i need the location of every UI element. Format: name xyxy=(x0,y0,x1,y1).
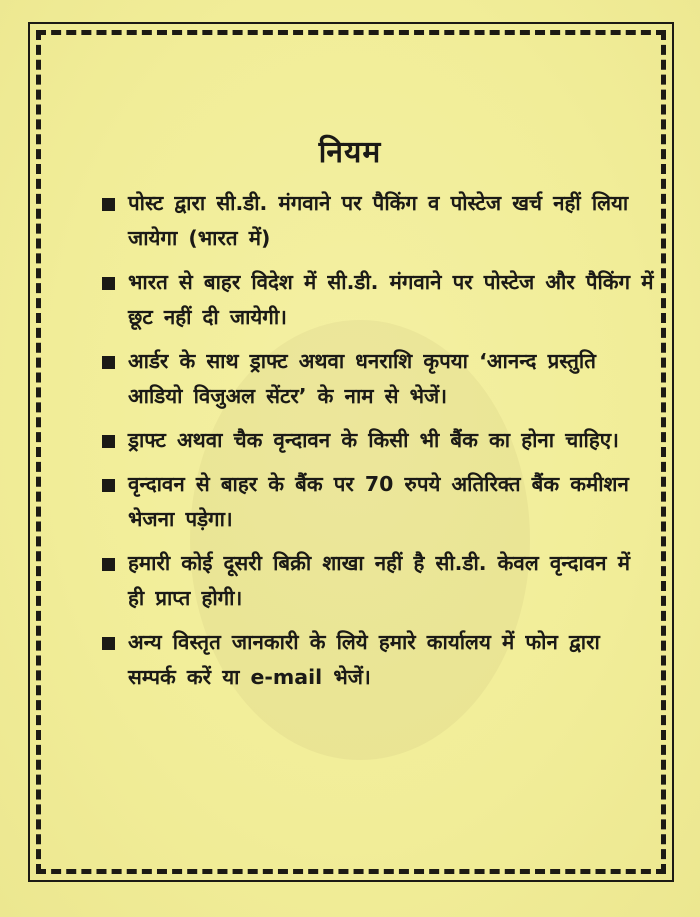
list-item xyxy=(96,625,656,695)
rule-text: वृन्दावन से बाहर के बैंक पर 70 रुपये अतिरिक्त बैंक कमीशन भेजना पड़ेगा। xyxy=(128,472,629,531)
rule-text: ड्राफ्ट अथवा चैक वृन्दावन के किसी भी बैंक का होना चाहिए। xyxy=(128,428,619,452)
square-bullet-icon xyxy=(102,435,115,448)
rule-text: अन्य विस्तृत जानकारी के लिये हमारे कार्यालय में फोन द्वारा सम्पर्क करें या e-mail भेजें। xyxy=(128,630,600,689)
list-item xyxy=(96,344,656,414)
rule-text: भारत से बाहर विदेश में सी.डी. मंगवाने पर पोस्टेज और पैकिंग में छूट नहीं दी जायेगी। xyxy=(128,270,654,329)
square-bullet-icon xyxy=(102,356,115,369)
square-bullet-icon xyxy=(102,198,115,211)
rule-text: आर्डर के साथ ड्राफ्ट अथवा धनराशि कृपया ‘आनन्द प्रस्तुति आडियो विजुअल सेंटर’ के नाम से भेजें। xyxy=(128,349,596,408)
rules-list xyxy=(96,186,656,704)
rule-text: हमारी कोई दूसरी बिक्री शाखा नहीं है सी.डी. केवल वृन्दावन में ही प्राप्त होगी। xyxy=(128,551,630,610)
rule-text: पोस्ट द्वारा सी.डी. मंगवाने पर पैकिंग व पोस्टेज खर्च नहीं लिया जायेगा (भारत में) xyxy=(128,191,629,250)
square-bullet-icon xyxy=(102,277,115,290)
list-item xyxy=(96,265,656,335)
page-title: नियम xyxy=(318,135,382,170)
list-item xyxy=(96,546,656,616)
list-item xyxy=(96,423,656,458)
list-item xyxy=(96,186,656,256)
square-bullet-icon xyxy=(102,558,115,571)
list-item xyxy=(96,467,656,537)
square-bullet-icon xyxy=(102,637,115,650)
square-bullet-icon xyxy=(102,479,115,492)
